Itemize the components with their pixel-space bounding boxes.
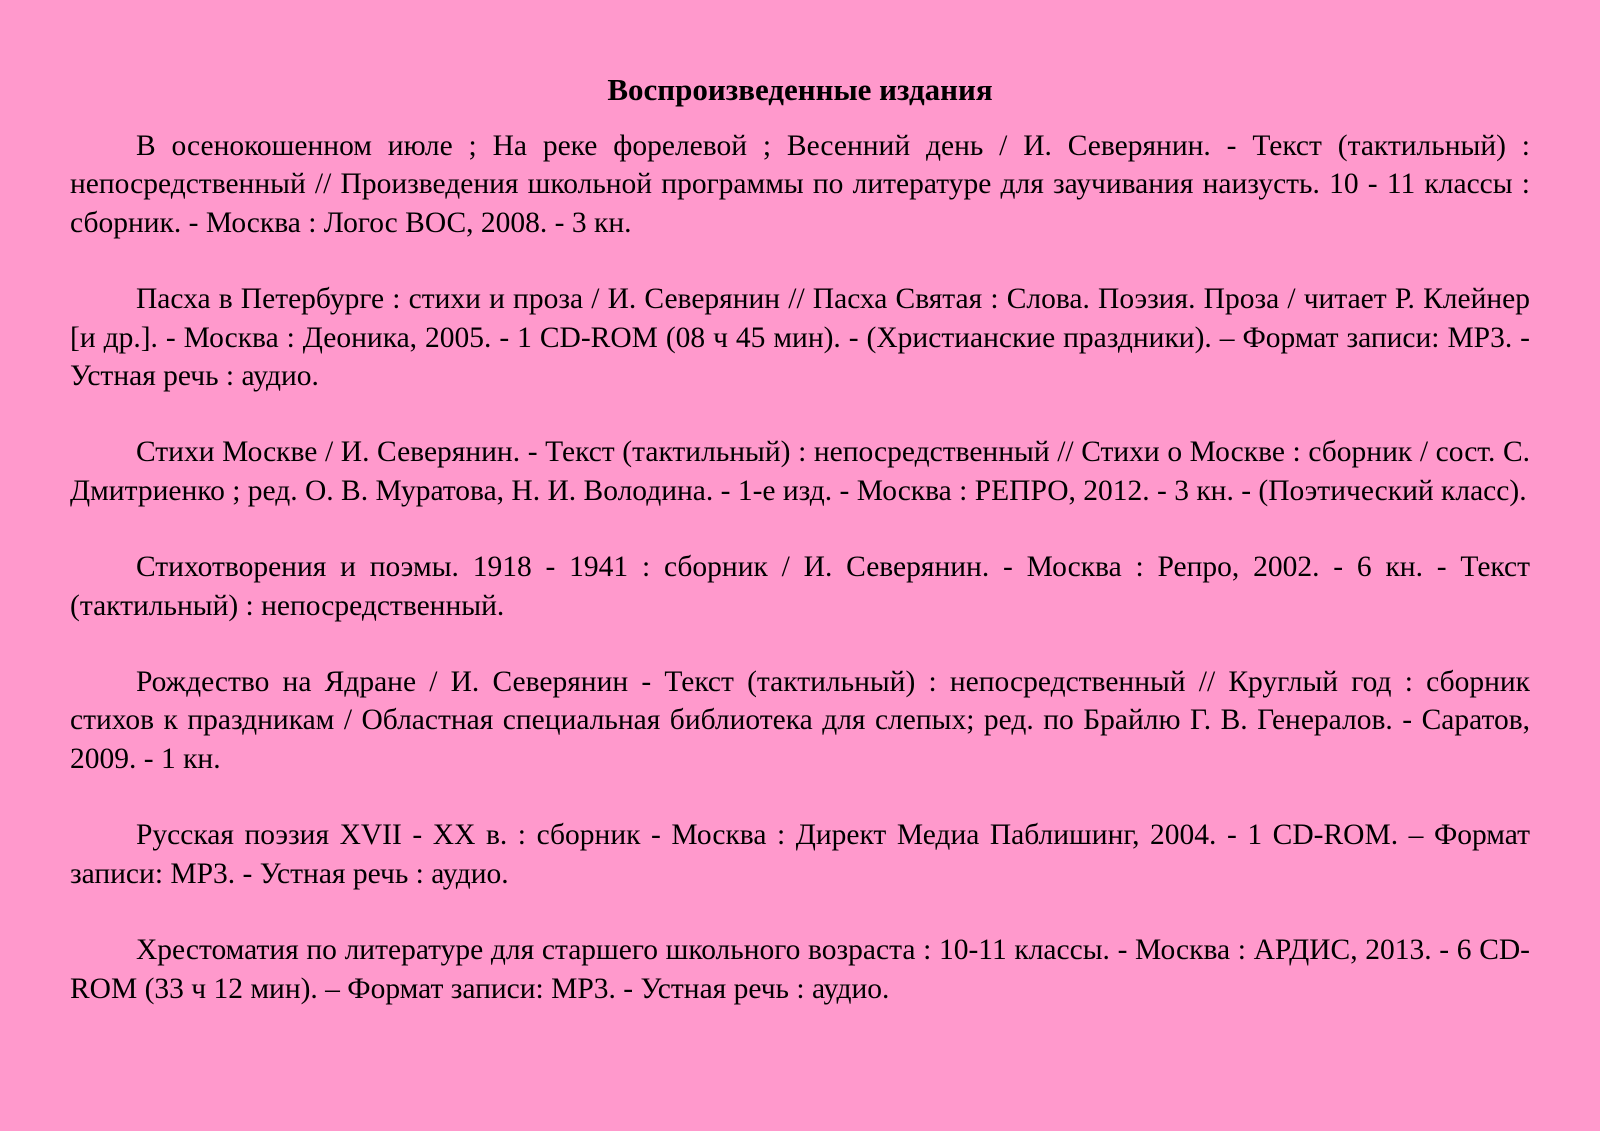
page-title: Воспроизведенные издания: [607, 72, 993, 107]
bibliography-entry-5: Рождество на Ядране / И. Северянин - Текст (тактильный) : непосредственный // Круглый год : сборник стихов к праздникам / Областная специальная библиотека для слепых; ред. по Брайлю Г. В. Генералов. - Саратов, 2009. - 1 кн.: [70, 666, 1530, 775]
bibliography-entry-3: Стихи Москве / И. Северянин. - Текст (тактильный) : непосредственный // Стихи о Москве : сборник / сост. С. Дмитриенко ; ред. О. В. Муратова, Н. И. Володина. - 1-е изд. - Москва : РЕПРО, 2012. - 3 кн. - (Поэтический класс).: [70, 436, 1530, 507]
bibliography-entry-1: В осенокошенном июле ; На реке форелевой ; Весенний день / И. Северянин. - Текст (тактильный) : непосредственный // Произведения школьной программы по литературе для заучивания наизусть. 10 - 11 классы : сборник. - Москва : Логос ВОС, 2008. - 3 кн.: [70, 130, 1530, 239]
bibliography-list: [70, 127, 1530, 1008]
bibliography-entry-6: Русская поэзия XVII - XX в. : сборник - Москва : Директ Медиа Паблишинг, 2004. - 1 CD-ROM. – Формат записи: МР3. - Устная речь : аудио.: [70, 819, 1530, 890]
bibliography-entry-2: Пасха в Петербурге : стихи и проза / И. Северянин // Пасха Святая : Слова. Поэзия. Проза / читает Р. Клейнер [и др.]. - Москва : Деоника, 2005. - 1 CD-ROM (08 ч 45 мин). - (Христианские праздники). – Формат записи: МР3. - Устная речь : аудио.: [70, 283, 1530, 393]
bibliography-entry-7: Хрестоматия по литературе для старшего школьного возраста : 10-11 классы. - Москва : АРДИС, 2013. - 6 CD-ROM (33 ч 12 мин). – Формат записи: МР3. - Устная речь : аудио.: [70, 934, 1530, 1005]
bibliography-entry-4: Стихотворения и поэмы. 1918 - 1941 : сборник / И. Северянин. - Москва : Репро, 2002. - 6 кн. - Текст (тактильный) : непосредственный.: [70, 551, 1530, 622]
